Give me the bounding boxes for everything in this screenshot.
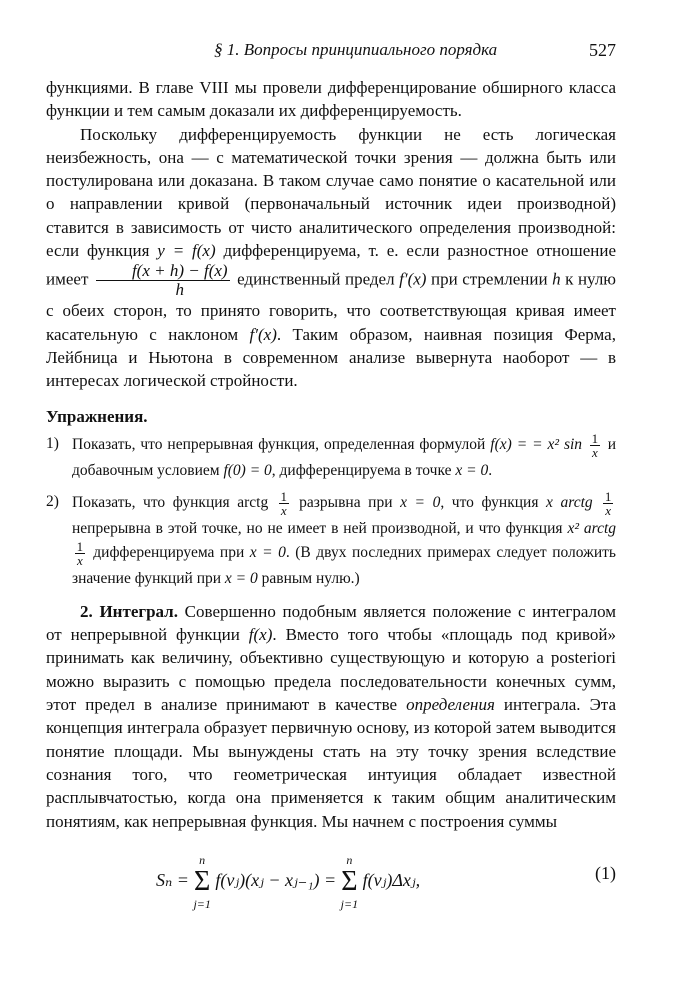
sum-lower-limit: j=1 xyxy=(193,897,211,911)
display-formula xyxy=(46,843,616,913)
math-inline: x = 0 xyxy=(455,461,489,479)
formula-expression xyxy=(156,853,420,911)
paragraph-2 xyxy=(46,123,616,393)
fraction-denominator: x xyxy=(280,502,287,518)
running-title: § 1. Вопросы принципиального порядка xyxy=(214,40,498,59)
math-inline: y = f(x) xyxy=(157,241,216,261)
text-run: . Вместо того чтобы «площадь под кривой» принимать как величину, объективно существующую и которую a posteriori можно выразить с помощью предела последовательности конечных сумм, этот предел в анализе принимают в качестве xyxy=(46,625,616,715)
fraction-denominator: x xyxy=(592,444,598,460)
text-run: Показать, что непрерывная функция, определенная формулой xyxy=(72,435,491,453)
sum-symbol xyxy=(341,853,358,911)
exercise-2 xyxy=(46,490,616,590)
formula-term: f(vⱼ)Δxⱼ, xyxy=(362,870,421,891)
text-run: к нулю с обеих сторон, то принято говорить, что соответствующая кривая имеет касательную с наклоном xyxy=(46,269,616,344)
math-inline: = x² sin xyxy=(527,435,587,453)
fraction-denominator: x xyxy=(77,552,83,568)
fraction-numerator: 1 xyxy=(280,488,287,504)
running-header xyxy=(46,40,616,64)
sigma-icon: Σ xyxy=(341,866,358,897)
text-run: , что функция xyxy=(440,493,547,511)
math-inline: f′(x) xyxy=(399,269,427,289)
fraction xyxy=(590,432,600,459)
exercise-number: 1) xyxy=(46,434,59,452)
math-inline: x arctg xyxy=(546,493,601,511)
text-run: , дифференцируема в точке xyxy=(271,461,456,479)
fraction xyxy=(75,540,85,567)
fraction-numerator: 1 xyxy=(591,430,599,446)
sum-symbol xyxy=(193,853,210,911)
section-2-paragraph xyxy=(46,600,616,833)
math-inline: x = 0 xyxy=(400,493,441,511)
formula-lhs: Sₙ = xyxy=(156,870,189,891)
fraction xyxy=(279,490,289,517)
sum-upper-limit: n xyxy=(199,853,206,867)
text-run: единственный предел xyxy=(232,269,400,289)
text-run: и добавочным условием xyxy=(72,435,617,479)
exercises-heading: Упражнения. xyxy=(46,406,148,426)
math-inline: f(x) = xyxy=(490,435,528,453)
text-run: равным нулю.) xyxy=(257,569,360,587)
math-inline: f(x) xyxy=(248,625,273,645)
math-inline: f(0) = 0 xyxy=(223,461,272,479)
exercise-1 xyxy=(46,432,616,482)
fraction-numerator: 1 xyxy=(76,538,84,554)
fraction-numerator: f(x + h) − f(x) xyxy=(96,262,230,281)
text-run: Совершенно подобным является положение с интегралом от непрерывной функции xyxy=(46,601,617,645)
difference-quotient xyxy=(96,262,230,299)
emphasis: определения xyxy=(406,695,495,715)
exercise-number: 2) xyxy=(46,492,59,510)
fraction-denominator: x xyxy=(605,502,611,518)
text-run: Поскольку дифференцируемость функции не есть логическая неизбежность, она — с математической точки зрения — должна быть или постулирована или доказана. В таком случае само понятие о касательной или о направлении кривой (первоначальный источник идеи производной) ставится в зависимость от чисто аналитического определения производной: если функция xyxy=(46,124,616,261)
main-text xyxy=(46,76,616,833)
math-inline: x = 0 xyxy=(224,569,258,587)
text-run: . (В двух последних примерах следует положить значение функций при xyxy=(72,543,616,587)
text-run: . Таким образом, наивная позиция Ферма, Лейбница и Ньютона в современном анализе вывернута наоборот — в интересах логической стройности. xyxy=(46,324,616,391)
sigma-icon: Σ xyxy=(194,866,211,897)
text-run: . xyxy=(488,461,493,479)
text-run: дифференцируема при xyxy=(87,543,250,561)
math-inline: f′(x) xyxy=(249,324,277,344)
fraction xyxy=(603,490,613,517)
text-run: непрерывна в этой точке, но не имеет в ней производной, и что функция xyxy=(72,519,568,537)
text-run: при стремлении xyxy=(426,269,553,289)
math-inline: x = 0 xyxy=(249,543,286,561)
equation-number: (1) xyxy=(595,863,616,883)
paragraph-1: функциями. В главе VIII мы провели дифференцирование обширного класса функции и тем самым доказали их дифференцируемость. xyxy=(46,78,616,121)
formula-term: f(vⱼ)(xⱼ − xⱼ₋₁) = xyxy=(215,870,337,891)
text-run: разрывна при xyxy=(291,493,401,511)
fraction-numerator: 1 xyxy=(604,488,612,504)
text-run: Показать, что функция arctg xyxy=(72,493,276,511)
sum-upper-limit: n xyxy=(346,853,353,867)
sum-lower-limit: j=1 xyxy=(340,897,359,911)
math-inline: x² arctg xyxy=(567,519,617,537)
text-run: интеграла. Эта концепция интеграла образует первичную основу, из которой затем выводится понятие площади. Мы вынуждены стать на эту точку зрения вследствие сознания того, что геометрическая интуиция обладает известной расплывчатостью, когда она применяется к таким общим аналитическим понятиям, как непрерывная функция. Мы начнем с построения суммы xyxy=(46,695,616,831)
section-heading: 2. Интеграл. xyxy=(80,601,178,621)
fraction-denominator: h xyxy=(175,280,184,300)
math-inline: h xyxy=(552,269,561,289)
page-number: 527 xyxy=(589,40,616,60)
text-run: дифференцируема, т. е. если разностное отношение имеет xyxy=(46,241,616,289)
